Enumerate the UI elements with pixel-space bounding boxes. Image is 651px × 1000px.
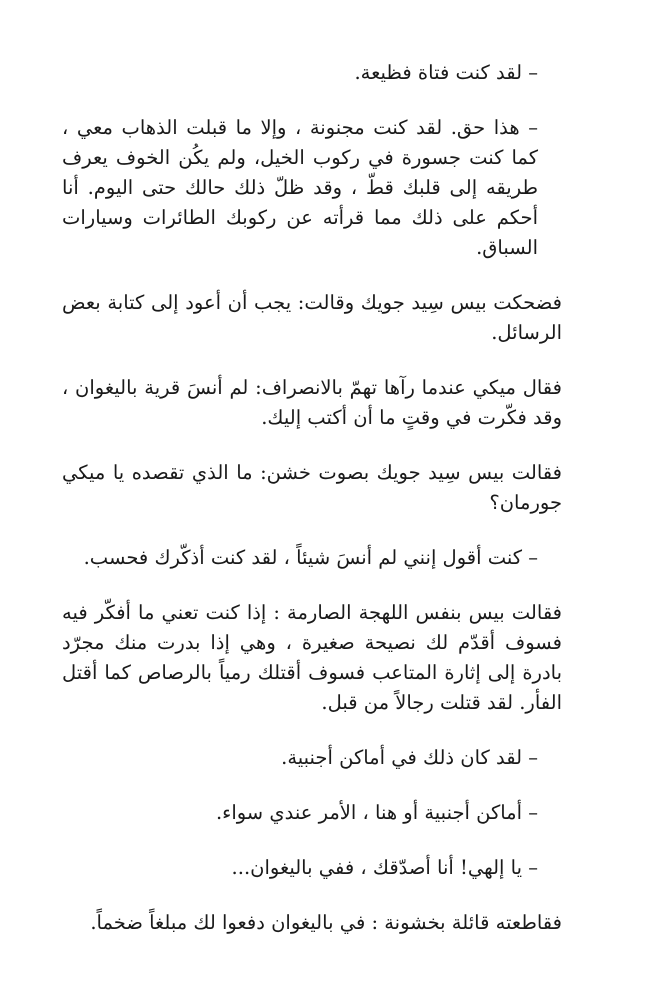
dialogue-line: – لقد كنت فتاة فظيعة. <box>354 61 538 84</box>
narration-paragraph: فقال ميكي عندما رآها تهمّ بالانصراف: لم أنسَ قرية باليغوان ، وقد فكّرت في وقتٍ ما أن أكتب إليك. <box>62 376 562 429</box>
dialogue-line: – لقد كان ذلك في أماكن أجنبية. <box>281 746 538 769</box>
narration-paragraph: فقالت بيس بنفس اللهجة الصارمة : إذا كنت تعني ما أفكّر فيه فسوف أقدّم لك نصيحة صغيرة ، وهي إذا بدرت منك مجرّد بادرة إلى إثارة المتاعب فسوف أقتلك رمياً بالرصاص كما أقتل الفأر. لقد قتلت رجالاً من قبل. <box>62 601 562 714</box>
dialogue-line: – يا إلهي! أنا أصدّقك ، ففي باليغوان... <box>231 856 538 879</box>
book-page <box>62 58 562 938</box>
dialogue-line: – أماكن أجنبية أو هنا ، الأمر عندي سواء. <box>215 801 538 824</box>
dialogue-line: – كنت أقول إنني لم أنسَ شيئاً ، لقد كنت أذكّرك فحسب. <box>83 546 538 569</box>
dialogue-line: – هذا حق. لقد كنت مجنونة ، وإلا ما قبلت الذهاب معي ، كما كنت جسورة في ركوب الخيل، ولم يكُن الخوف يعرف طريقه إلى قلبك قطّ ، وقد ظلّ ذلك حالك حتى اليوم. أنا أحكم على ذلك مما قرأته عن ركوبك الطائرات وسيارات السباق. <box>62 116 538 259</box>
narration-paragraph: فقاطعته قائلة بخشونة : في باليغوان دفعوا لك مبلغاً ضخماً. <box>90 911 562 934</box>
narration-paragraph: فضحكت بيس سِيد جويك وقالت: يجب أن أعود إلى كتابة بعض الرسائل. <box>62 291 562 344</box>
narration-paragraph: فقالت بيس سِيد جويك بصوت خشن: ما الذي تقصده يا ميكي جورمان؟ <box>62 461 562 514</box>
